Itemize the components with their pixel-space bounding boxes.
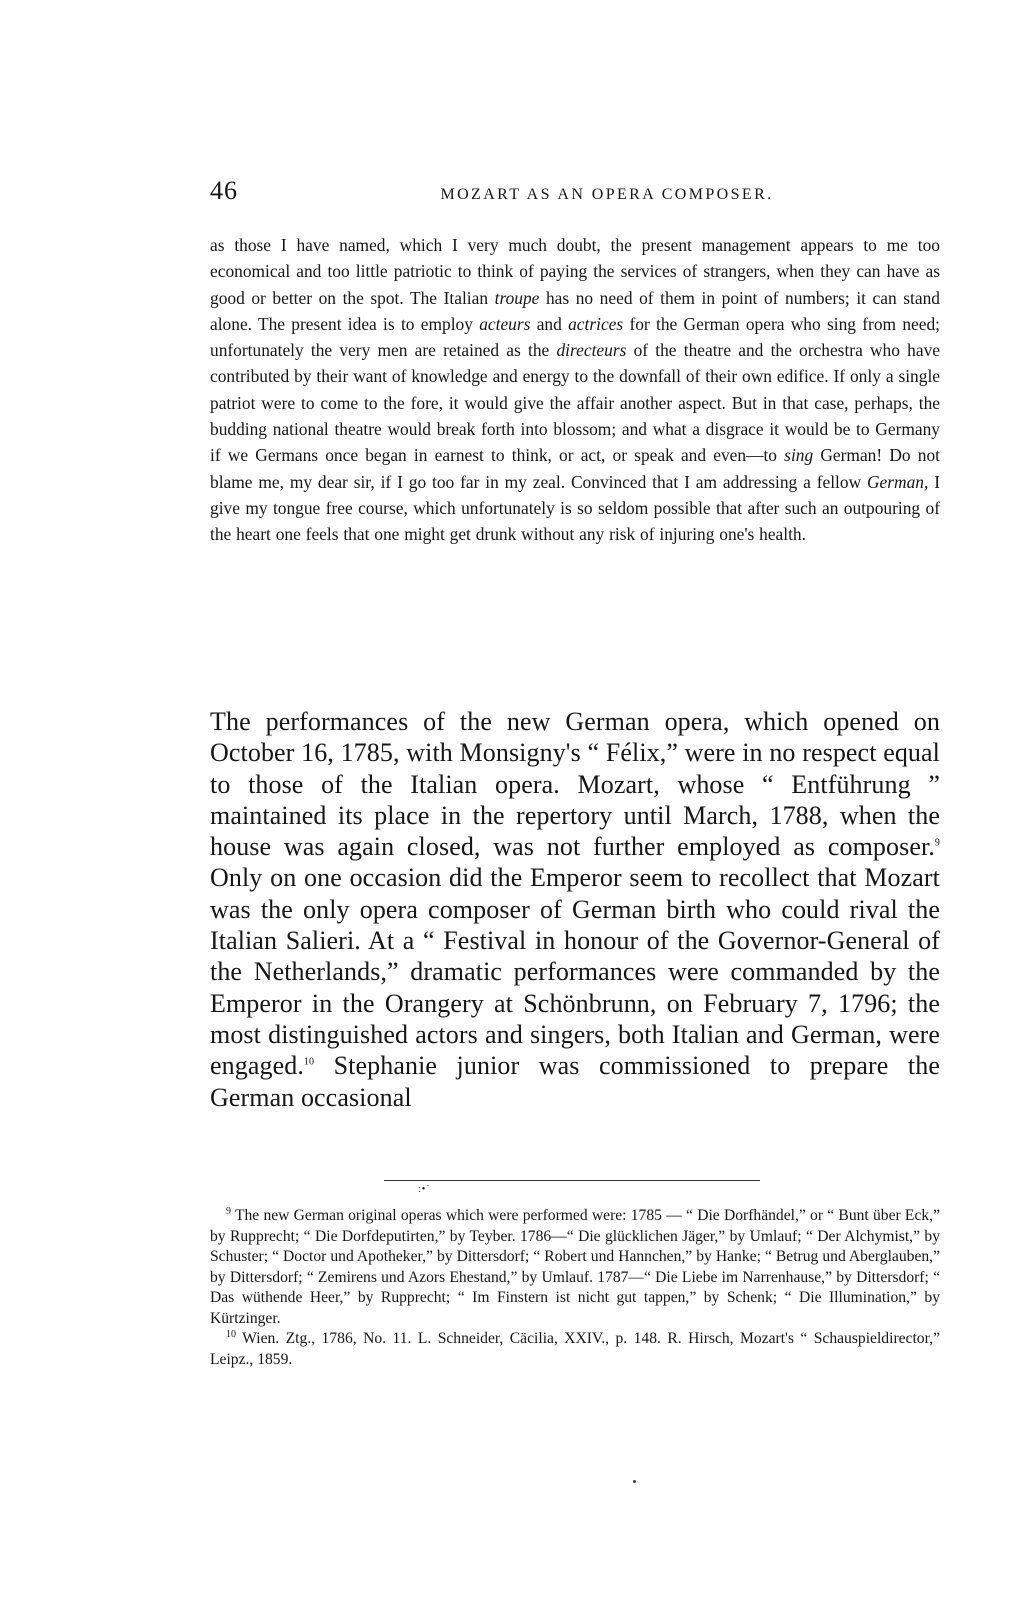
footnote-reference[interactable]: 10 xyxy=(303,1056,315,1068)
running-head xyxy=(210,176,940,212)
footnotes xyxy=(210,1206,940,1370)
footnote-text: The new German original operas which were performed were: 1785 — “ Die Dorfhändel,” or “ Bunt über Eck,” by Rupprecht; “ Die Dorfdeputirten,” by Teyber. 1786—“ Die glücklichen Jäger,” by Umlauf; “ Der Alchymist,” by Schuster; “ Doctor und Apotheker,” by Dittersdorf; “ Robert und Hannchen,” by Hanke; “ Betrug und Aberglauben,” by Dittersdorf; “ Zemirens und Azors Ehestand,” by Umlauf. 1787—“ Die Liebe im Narrenhause,” by Dittersdorf; “ Das wüthende Heer,” by Rupprecht; “ Im Finstern ist nicht gut tappen,” by Schenk; “ Die Illumination,” by Kürtzinger. xyxy=(210,1207,940,1327)
quote-italic-word: acteurs xyxy=(479,313,531,334)
quote-italic-word: directeurs xyxy=(556,340,627,361)
main-paragraph xyxy=(210,706,940,1113)
footnote-marker: 10 xyxy=(226,1328,236,1340)
quote-italic-word: troupe xyxy=(494,287,540,308)
quoted-letter-paragraph xyxy=(210,232,940,548)
quote-text: as those I have named, which I very much doubt, the present management appears to me too economical and too little patriotic to think of paying the services of strangers, when they can have as good or better on the spot. The Italian xyxy=(210,235,940,308)
quote-text: German! Do not blame me, my dear sir, if I go too far in my zeal. Convinced that I am addressing a fellow xyxy=(210,445,940,492)
body-text: The performances of the new German opera, which opened on October 16, 1785, with Monsigny's “ Félix,” were in no respect equal to those of the Italian opera. Mozart, whose “ Entführung ” maintained its place in the repertory until March, 1788, when the house was again closed, was not further employed as composer. xyxy=(210,707,940,862)
footnote-reference[interactable]: 9 xyxy=(934,837,940,849)
quote-text: for the German opera who sing from need; unfortunately the very men are retained as the xyxy=(210,313,940,361)
quote-text: of the theatre and the orchestra who have contributed by their want of knowledge and energy to the downfall of their own edifice. If only a single patriot were to come to the fore, it would give the affair another aspect. But in that case, perhaps, the budding national theatre would break forth into blossom; and what a disgrace it would be to Germany if we Germans once began in earnest to think, or act, or speak and even—to xyxy=(210,340,940,466)
footnote-divider xyxy=(384,1180,760,1181)
quote-text: I give my tongue free course, which unfortunately is so seldom possible that after such an outpouring of the heart one feels that one might get drunk without any risk of injuring one's health. xyxy=(210,471,941,545)
quote-italic-word: German, xyxy=(867,471,929,492)
page-number: 46 xyxy=(210,176,238,205)
footnote-text: Wien. Ztg., 1786, No. 11. L. Schneider, Cäcilia, XXIV., p. 148. R. Hirsch, Mozart's “ Schauspieldirector,” Leipz., 1859. xyxy=(210,1330,940,1368)
footnote-marker: 9 xyxy=(226,1205,231,1217)
footnote-9 xyxy=(210,1206,940,1329)
body-text: Stephanie junior was commissioned to prepare the German occasional xyxy=(210,1051,940,1112)
quote-text: has no need of them in point of numbers; it can stand alone. The present idea is to employ xyxy=(210,287,940,334)
footnote-10 xyxy=(210,1329,940,1370)
divider-ornament: :•˙ xyxy=(418,1184,431,1195)
running-title: MOZART AS AN OPERA COMPOSER. xyxy=(440,186,774,203)
quote-italic-word: sing xyxy=(784,445,814,466)
body-text: Only on one occasion did the Emperor seem to recollect that Mozart was the only opera composer of German birth who could rival the Italian Salieri. At a “ Festival in honour of the Governor-General of the Netherlands,” dramatic performances were commanded by the Emperor in the Orangery at Schönbrunn, on February 7, 1796; the most distinguished actors and singers, both Italian and German, were engaged. xyxy=(210,863,940,1081)
quote-italic-word: actrices xyxy=(568,313,624,334)
quote-text: and xyxy=(530,313,569,334)
print-speck xyxy=(633,1480,636,1483)
